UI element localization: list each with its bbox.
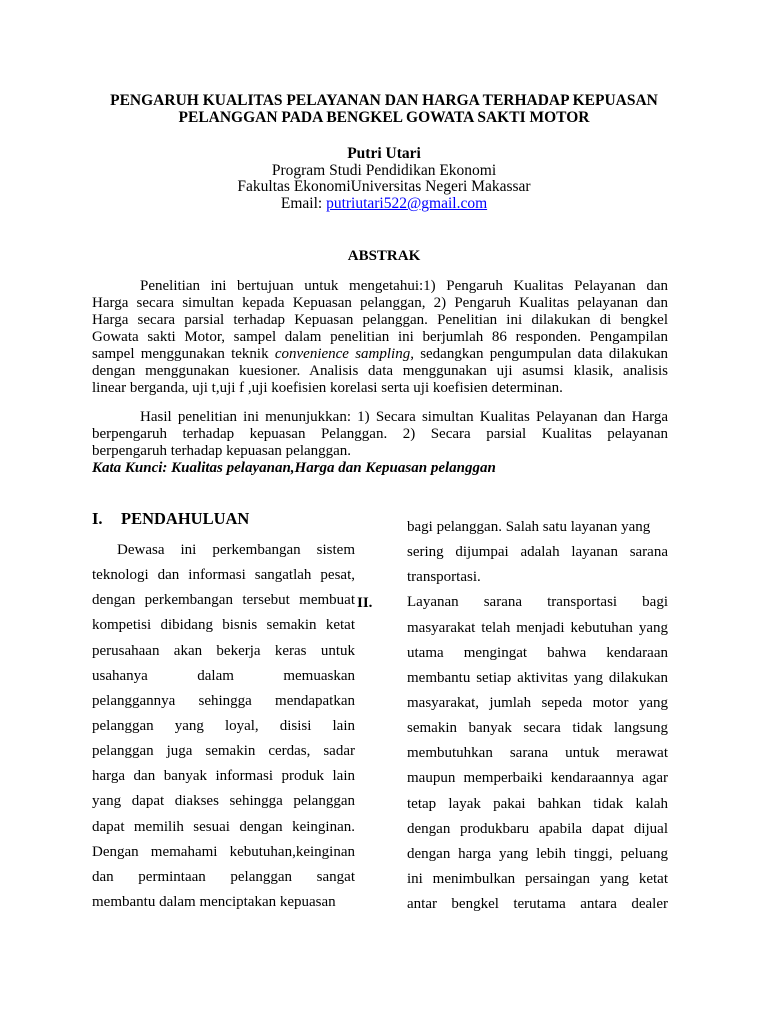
body-line: kompetisi dibidang bisnis semakin ketat <box>92 617 355 634</box>
body-line: dengan produkbaru apabila dapat dijual <box>407 820 668 837</box>
body-line: pelanggan yang loyal, disisi lain <box>92 717 355 734</box>
body-line: Dewasa ini perkembangan sistem <box>117 542 355 558</box>
body-line: usahanya dalam memuaskan <box>92 667 355 684</box>
email-line <box>0 196 768 213</box>
section-heading <box>92 509 355 529</box>
body-line: ini menimbulkan persaingan yang ketat <box>407 870 668 887</box>
body-line: bagi pelanggan. Salah satu layanan yang <box>407 519 651 535</box>
left-column <box>92 538 355 915</box>
section-number: I. <box>92 509 103 528</box>
body-line: teknologi dan informasi sangatlah pesat, <box>92 567 355 584</box>
body-line: membantu dalam menciptakan kepuasan <box>92 893 336 910</box>
body-line: semakin banyak secara tidak langsung <box>407 720 668 737</box>
body-line: pelanggannya sehingga mendapatkan <box>92 692 355 709</box>
body-line: perusahaan akan bekerja keras untuk <box>92 642 355 659</box>
body-line: utama mengingat bahwa kendaraan <box>407 644 668 661</box>
abstract-line: linear berganda, uji t,uji f ,uji koefisien korelasi serta uji koefisien determinan. <box>92 380 563 396</box>
abstract-line: berpengaruh terhadap kepuasan pelanggan. <box>92 443 352 459</box>
body-line: transportasi. <box>407 569 481 586</box>
abstract-paragraph-1 <box>92 278 668 397</box>
title-line: PENGARUH KUALITAS PELAYANAN DAN HARGA TERHADAP KEPUASAN <box>110 92 658 109</box>
body-line: Dengan memahami kebutuhan,keinginan <box>92 843 355 860</box>
right-column <box>407 515 668 917</box>
abstract-line: Harga secara simultan kepada Kepuasan pelanggan, 2) Pengaruh Kualitas pelayanan dan <box>92 295 668 311</box>
abstract-line-text: , sedangkan pengumpulan data dilakukan <box>410 346 668 362</box>
abstract-line-text: sampel menggunakan teknik <box>92 346 269 362</box>
email-link[interactable]: putriutari522@gmail.com <box>326 195 488 213</box>
body-line: tetap layak pakai bahkan tidak kalah <box>407 795 668 812</box>
body-line: sering dijumpai adalah layanan sarana <box>407 544 668 561</box>
body-line: dapat memilih sesuai dengan keinginan. <box>92 818 355 835</box>
author-block <box>0 146 768 213</box>
abstract-paragraph-2 <box>92 409 668 477</box>
body-line: masyarakat telah menjadi kebutuhan yang <box>407 619 668 636</box>
abstract-line: dengan menggunakan kuesioner. Analisis data menggunakan uji asumsi klasik, analisis <box>92 363 668 379</box>
paper-title <box>0 92 768 126</box>
section-title: PENDAHULUAN <box>121 509 250 528</box>
abstract-line: Harga secara parsial terhadap Kepuasan pelanggan. Penelitian ini dilakukan di bengkel <box>92 312 668 328</box>
italic-term: convenience sampling <box>274 346 411 362</box>
body-line: dengan harga yang lebih tinggi, peluang <box>407 845 668 862</box>
body-line: dan permintaan pelanggan sangat <box>92 868 355 885</box>
body-line: dengan perkembangan tersebut membuat <box>92 592 355 609</box>
abstract-line: Gowata sakti Motor, sampel dalam penelitian ini berjumlah 86 responden. Pengampilan <box>92 329 668 345</box>
abstract-line <box>92 346 668 363</box>
abstract-heading <box>0 248 768 265</box>
abstract-line: Penelitian ini bertujuan untuk mengetahui:1) Pengaruh Kualitas Pelayanan dan <box>140 278 668 294</box>
body-line: antar bengkel terutama antara dealer <box>407 896 668 913</box>
list-marker: II. <box>357 595 373 611</box>
body-line: Layanan sarana transportasi bagi <box>407 594 668 611</box>
affiliation-line: Fakultas EkonomiUniversitas Negeri Makassar <box>237 178 531 196</box>
title-line: PELANGGAN PADA BENGKEL GOWATA SAKTI MOTOR <box>178 109 590 126</box>
body-line: masyarakat, jumlah sepeda motor yang <box>407 694 668 711</box>
email-label: Email: <box>280 195 323 213</box>
body-line: maupun memperbaiki kendaraannya agar <box>407 770 668 787</box>
abstract-heading-text: ABSTRAK <box>347 248 421 264</box>
body-line: membutuhkan sarana untuk merawat <box>407 745 668 762</box>
keywords: Kata Kunci: Kualitas pelayanan,Harga dan Kepuasan pelanggan <box>92 460 496 476</box>
affiliation-line: Program Studi Pendidikan Ekonomi <box>271 161 497 179</box>
body-line: yang dapat diakses sehingga pelanggan <box>92 793 355 810</box>
author-name: Putri Utari <box>347 145 421 162</box>
abstract-line: Hasil penelitian ini menunjukkan: 1) Secara simultan Kualitas Pelayanan dan Harga <box>140 409 668 425</box>
abstract-line: berpengaruh terhadap kepuasan Pelanggan. 2) Secara parsial Kualitas pelayanan <box>92 426 668 442</box>
body-line: pelanggan juga semakin cerdas, sadar <box>92 743 355 760</box>
body-line: membantu setiap aktivitas yang dilakukan <box>407 669 668 686</box>
body-line: harga dan banyak informasi produk lain <box>92 768 355 785</box>
